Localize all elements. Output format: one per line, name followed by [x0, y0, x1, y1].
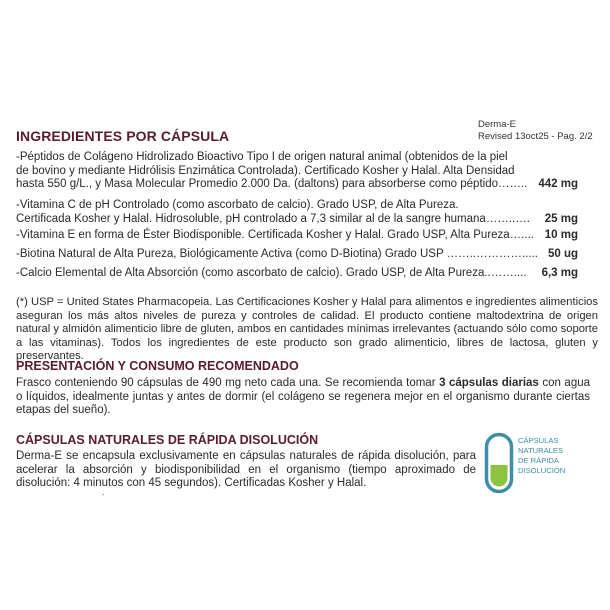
- capsule-icon: [484, 432, 514, 494]
- ingredient-amount: 50 ug: [547, 248, 578, 260]
- ingredient-line: -Vitamina C de pH Controlado (como ascorbato de calcio). Grado USP, de Alta Pureza.: [16, 199, 459, 211]
- ingredient-amount-line: [16, 267, 578, 281]
- ingredient-amount: 442 mg: [538, 178, 578, 191]
- capsules-title: CÁPSULAS NATURALES DE RÁPIDA DISOLUCIÓN: [16, 433, 319, 447]
- revision-info: Revised 13oct25 - Pag. 2/2: [478, 130, 593, 142]
- ingredient-amount-line: [16, 213, 578, 227]
- ingredient-calcium: [16, 267, 578, 281]
- ingredient-amount: 6,3 mg: [541, 267, 578, 279]
- ingredient-biotin: [16, 248, 578, 262]
- ingredient-text: Certificada Kosher y Halal. Hidrosoluble, pH controlado a 7,3 similar al de la sangre humana……..….: [16, 212, 530, 225]
- ingredient-text: -Biotina Natural de Alta Pureza, Biológicamente Activa (como D-Biotina) Grado USP ……..………….....: [16, 248, 538, 260]
- capsule-label-line: CÁPSULAS: [518, 436, 559, 445]
- presentation-text: [16, 377, 590, 418]
- presentation-text-start: Frasco conteniendo 90 cápsulas de 490 mg neto cada una. Se recomienda tomar: [16, 377, 440, 389]
- ingredient-text: hasta 550 g/L., y Masa Molecular Promedio 2.000 Da. (daltons) para absorberse como péptido……..: [16, 178, 528, 191]
- stray-mark: ´: [102, 493, 105, 503]
- ingredient-text: -Vitamina E en forma de Éster Biodisponible. Certificada Kosher y Halal. Grado USP, Alta Pureza…....: [16, 229, 534, 241]
- ingredient-collagen: [16, 151, 578, 192]
- usp-note: (*) USP = United States Pharmacopeia. Las Certificaciones Kosher y Halal para alimentos e ingredientes alimenticios aseguran los más altos niveles de pureza y controles de calidad. El producto contiene maltodextrina de origen natural y almidón alimenticio libre de gluten, ambos en cantidades mínimas irrelevantes (actuando sólo como soporte a las vitaminas). Todos los ingredientes de este producto son grado alimenticio, libres de lactosa, gluten y preservantes.: [16, 296, 598, 363]
- presentation-title: PRESENTACIÓN Y CONSUMO RECOMENDADO: [16, 359, 299, 373]
- ingredient-vitamin-c: [16, 199, 578, 226]
- capsule-label: [518, 436, 565, 476]
- capsule-label-line: DE RÁPIDA: [518, 456, 559, 465]
- ingredient-amount: 25 mg: [544, 212, 578, 225]
- capsules-text: Derma-E se encapsula exclusivamente en cápsulas naturales de rápida disolución, para acelerar la absorción y biodisponibilidad en el organismo (tiempo aproximado de disolución: 4 minutos con 45 segundos). Certificadas Kosher y Halal.: [16, 450, 476, 490]
- ingredient-line: de bovino y mediante Hidrólisis Enzimática Controlada). Certificado Kosher y Halal. Alta Densidad: [16, 164, 515, 177]
- ingredient-amount-line: [16, 229, 578, 243]
- ingredient-amount: 10 mg: [544, 229, 578, 241]
- capsule-label-line: DISOLUCIÓN: [518, 466, 566, 475]
- capsule-label-line: NATURALES: [518, 446, 564, 455]
- presentation-dose: 3 cápsulas diarias: [439, 377, 539, 389]
- header-meta: [478, 119, 593, 142]
- ingredient-line: -Péptidos de Colágeno Hidrolizado Bioactivo Tipo I de origen natural animal (obtenidos de la piel: [16, 151, 508, 163]
- ingredients-title: INGREDIENTES POR CÁPSULA: [16, 128, 230, 144]
- ingredient-text: -Calcio Elemental de Alta Absorción (como ascorbato de calcio). Grado USP, de Alta Pureza..……....: [16, 267, 527, 279]
- ingredient-amount-line: [16, 248, 578, 262]
- brand-name: Derma-E: [478, 119, 517, 130]
- presentation-text-end: con agua o líquidos, idealmente juntas y antes de dormir (el colágeno se regenera mejor en el organismo durante ciertas etapas del sueño).: [16, 377, 591, 417]
- ingredient-amount-line: [16, 178, 578, 192]
- ingredient-vitamin-e: [16, 229, 578, 243]
